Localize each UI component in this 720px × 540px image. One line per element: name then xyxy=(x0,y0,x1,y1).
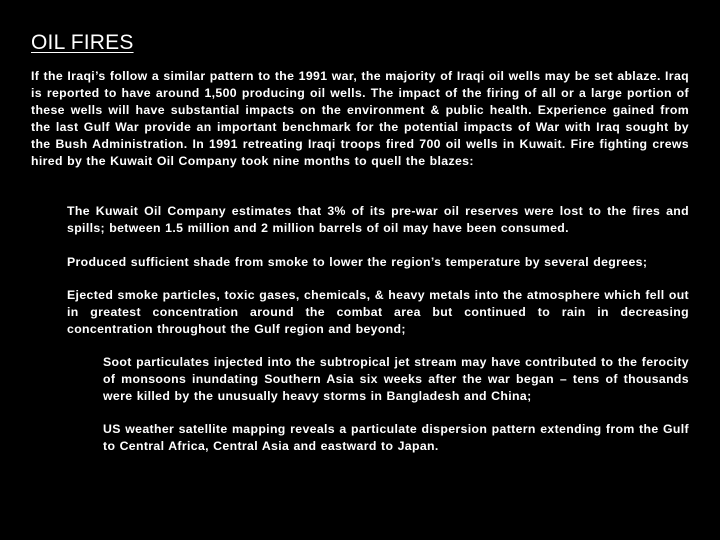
sub-bullet-satellite-mapping: US weather satellite mapping reveals a particulate dispersion pattern extending from the Gulf to Central Africa, Central Asia and eastward to Japan. xyxy=(103,422,689,453)
bullet-smoke-shade: Produced sufficient shade from smoke to lower the region’s temperature by several degrees; xyxy=(67,255,648,269)
bullet-oil-reserves-lost: The Kuwait Oil Company estimates that 3% of its pre-war oil reserves were lost to the fires and spills; between 1.5 million and 2 million barrels of oil may have been consumed. xyxy=(67,204,689,235)
intro-paragraph: If the Iraqi’s follow a similar pattern to the 1991 war, the majority of Iraqi oil wells may be set ablaze. Iraq is reported to have around 1,500 producing oil wells. The impact of the firing of all or a large portion of these wells will have substantial impacts on the environment & public health. Experience gained from the last Gulf War provide an important benchmark for the potential impacts of War with Iraq sought by the Bush Administration. In 1991 retreating Iraqi troops fired 700 oil wells in Kuwait. Fire fighting crews hired by the Kuwait Oil Company took nine months to quell the blazes: xyxy=(31,69,689,168)
sub-bullet-monsoons: Soot particulates injected into the subtropical jet stream may have contributed to the ferocity of monsoons inundating Southern Asia six weeks after the war began – tens of thousands were killed by the unusually heavy storms in Bangladesh and China; xyxy=(103,355,689,403)
slide-title: OIL FIRES xyxy=(31,31,134,54)
bullet-smoke-particles: Ejected smoke particles, toxic gases, chemicals, & heavy metals into the atmosphere which fell out in greatest concentration around the combat area but continued to rain in decreasing concentration throughout the Gulf region and beyond; xyxy=(67,288,689,336)
